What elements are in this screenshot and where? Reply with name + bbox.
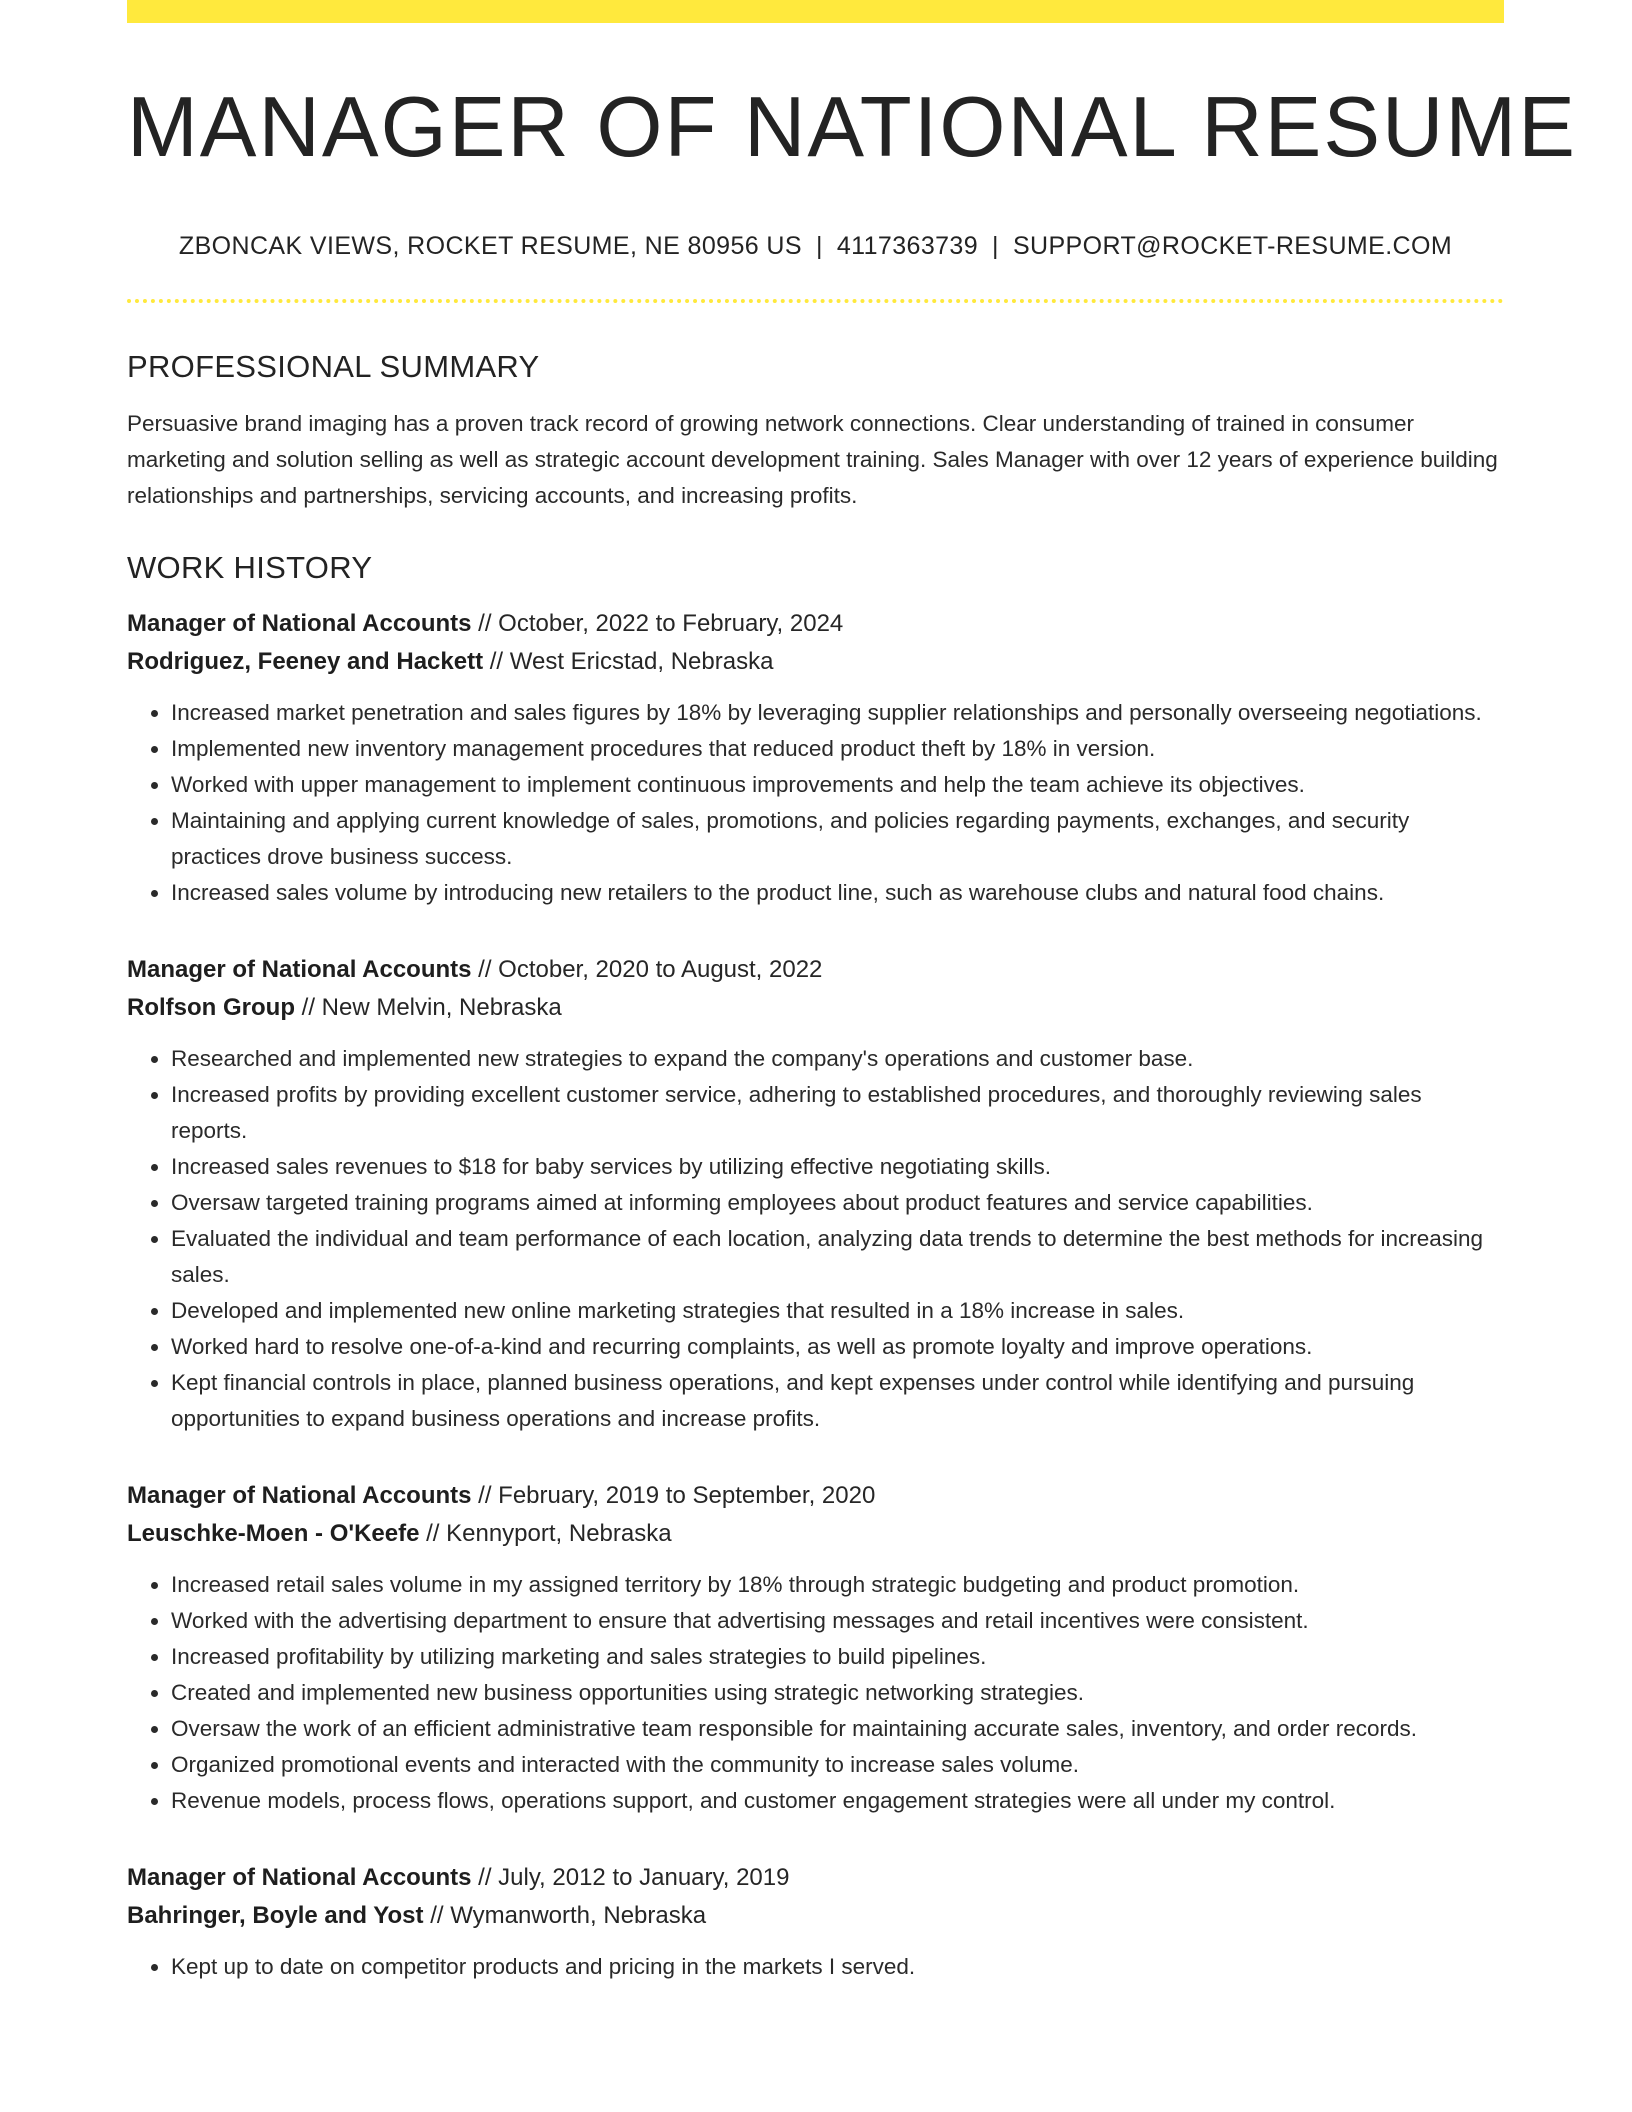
date-separator: // — [471, 1482, 499, 1509]
job-bullet: • Kept financial controls in place, planned business operations, and kept expenses under control while identifying and pursuing opportunities to expand business operations and increase profits. — [171, 1365, 1504, 1437]
job-bullet: • Increased sales revenues to $18 for baby services by utilizing effective negotiating skills. — [171, 1149, 1504, 1185]
job-bullet: • Increased sales volume by introducing new retailers to the product line, such as warehouse clubs and natural food chains. — [171, 875, 1504, 911]
job-dates: October, 2022 to February, 2024 — [498, 610, 844, 637]
date-separator: // — [471, 1864, 499, 1891]
accent-top-bar — [127, 0, 1504, 23]
job-bullet: • Worked with upper management to implement continuous improvements and help the team achieve its objectives. — [171, 767, 1504, 803]
contact-line — [127, 232, 1504, 261]
job-bullet-list — [127, 1949, 1504, 1985]
contact-address: ZBONCAK VIEWS, ROCKET RESUME, NE 80956 US — [178, 232, 802, 260]
job-company: Leuschke-Moen - O'Keefe — [127, 1520, 420, 1547]
job-entry — [127, 605, 1504, 911]
job-bullet: • Increased profits by providing excellent customer service, adhering to established procedures, and thoroughly reviewing sales reports. — [171, 1077, 1504, 1149]
location-separator: // — [419, 1520, 447, 1547]
job-bullet: • Increased profitability by utilizing marketing and sales strategies to build pipelines. — [171, 1639, 1504, 1675]
work-history-list — [127, 605, 1504, 1985]
location-separator: // — [483, 648, 510, 675]
job-bullet: • Implemented new inventory management procedures that reduced product theft by 18% in version. — [171, 731, 1504, 767]
location-separator: // — [423, 1902, 451, 1929]
contact-email[interactable]: SUPPORT@ROCKET-RESUME.COM — [1012, 232, 1453, 260]
contact-phone: 4117363739 — [836, 232, 979, 260]
job-entry — [127, 1859, 1504, 1985]
contact-separator: | — [992, 232, 999, 260]
job-bullet: • Evaluated the individual and team performance of each location, analyzing data trends to determine the best methods for increasing sales. — [171, 1221, 1504, 1293]
job-bullet: • Oversaw the work of an efficient administrative team responsible for maintaining accurate sales, inventory, and order records. — [171, 1711, 1504, 1747]
job-bullet: • Created and implemented new business opportunities using strategic networking strategies. — [171, 1675, 1504, 1711]
job-entry — [127, 951, 1504, 1437]
job-bullet: • Organized promotional events and interacted with the community to increase sales volume. — [171, 1747, 1504, 1783]
date-separator: // — [471, 956, 499, 983]
job-company: Rolfson Group — [127, 994, 295, 1021]
job-bullet: • Increased retail sales volume in my assigned territory by 18% through strategic budgeting and product promotion. — [171, 1567, 1504, 1603]
job-company-line — [127, 989, 1504, 1027]
job-bullet: • Revenue models, process flows, operations support, and customer engagement strategies were all under my control. — [171, 1783, 1504, 1819]
location-separator: // — [294, 994, 322, 1021]
job-bullet: • Worked hard to resolve one-of-a-kind and recurring complaints, as well as promote loyalty and improve operations. — [171, 1329, 1504, 1365]
job-bullet: • Increased market penetration and sales figures by 18% by leveraging supplier relationships and personally overseeing negotiations. — [171, 695, 1504, 731]
job-title-line — [127, 605, 1504, 643]
resume-name: MANAGER OF NATIONAL RESUME — [127, 80, 1577, 175]
job-bullet: • Kept up to date on competitor products and pricing in the markets I served. — [171, 1949, 1504, 1985]
summary-text: Persuasive brand imaging has a proven track record of growing network connections. Clear understanding of trained in consumer marketing and solution selling as well as strategic account development training. Sales Manager with over 12 years of experience building relationships and partnerships, servicing accounts, and increasing profits. — [127, 411, 1498, 508]
job-dates: February, 2019 to September, 2020 — [498, 1482, 876, 1509]
job-bullet: • Researched and implemented new strategies to expand the company's operations and customer base. — [171, 1041, 1504, 1077]
dotted-divider — [127, 299, 1504, 303]
job-title-line — [127, 951, 1504, 989]
job-company: Bahringer, Boyle and Yost — [127, 1902, 424, 1929]
job-dates: July, 2012 to January, 2019 — [498, 1864, 790, 1891]
job-dates: October, 2020 to August, 2022 — [498, 956, 823, 983]
contact-separator: | — [815, 232, 823, 260]
job-title-line — [127, 1477, 1504, 1515]
resume-page — [127, 0, 1577, 1985]
job-entry — [127, 1477, 1504, 1819]
job-bullet: • Maintaining and applying current knowledge of sales, promotions, and policies regarding payments, exchanges, and security practices drove business success. — [171, 803, 1504, 875]
job-location: Wymanworth, Nebraska — [450, 1902, 707, 1929]
job-location: Kennyport, Nebraska — [446, 1520, 672, 1547]
job-bullet: • Worked with the advertising department to ensure that advertising messages and retail incentives were consistent. — [171, 1603, 1504, 1639]
job-location: West Ericstad, Nebraska — [509, 648, 774, 675]
job-title: Manager of National Accounts — [127, 610, 472, 637]
job-bullet: • Oversaw targeted training programs aimed at informing employees about product features and service capabilities. — [171, 1185, 1504, 1221]
job-bullet-list — [127, 1567, 1504, 1819]
job-company-line — [127, 1515, 1504, 1553]
date-separator: // — [471, 610, 499, 637]
job-company-line — [127, 643, 1504, 681]
job-location: New Melvin, Nebraska — [321, 994, 562, 1021]
job-bullet-list — [127, 1041, 1504, 1437]
job-title-line — [127, 1859, 1504, 1897]
job-company: Rodriguez, Feeney and Hackett — [127, 648, 484, 675]
job-title: Manager of National Accounts — [127, 1864, 472, 1891]
work-history-heading: WORK HISTORY — [127, 550, 373, 585]
job-title: Manager of National Accounts — [127, 1482, 472, 1509]
job-company-line — [127, 1897, 1504, 1935]
job-title: Manager of National Accounts — [127, 956, 472, 983]
summary-heading: PROFESSIONAL SUMMARY — [127, 349, 540, 384]
job-bullet: • Developed and implemented new online marketing strategies that resulted in a 18% increase in sales. — [171, 1293, 1504, 1329]
job-bullet-list — [127, 695, 1504, 911]
